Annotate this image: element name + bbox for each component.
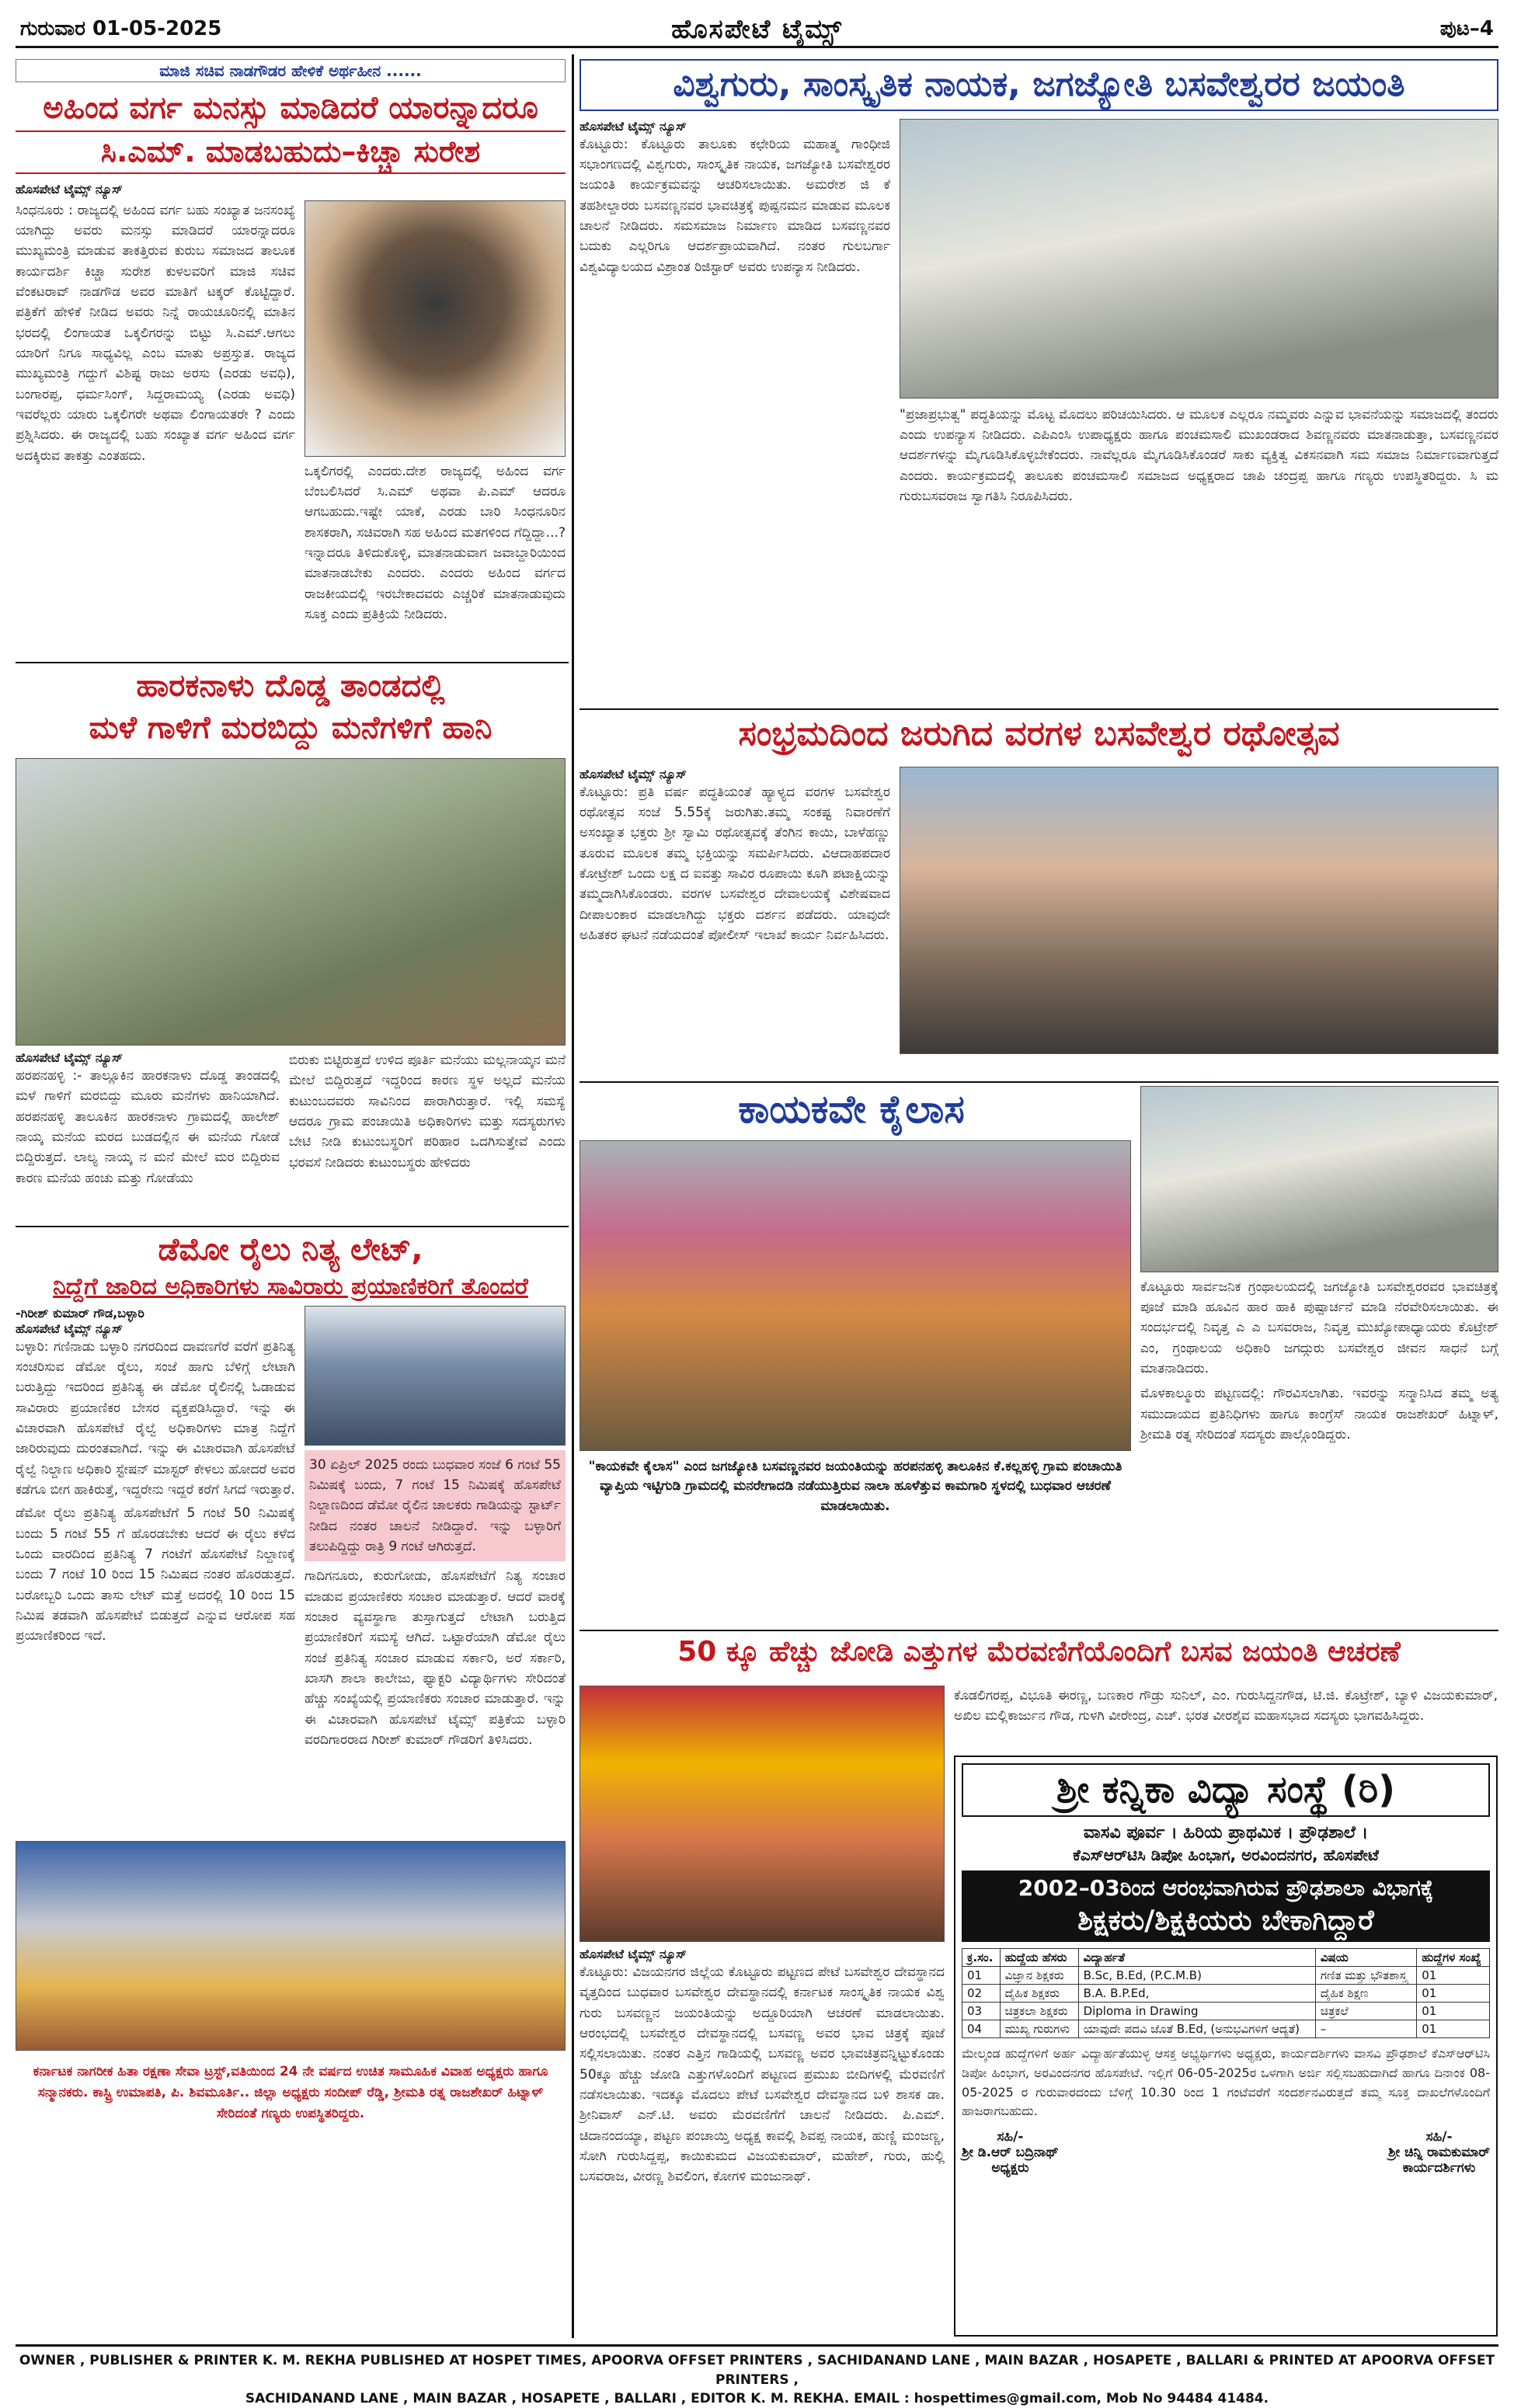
ad-note: ಮೇಲ್ಕಂಡ ಹುದ್ದೆಗಳಿಗೆ ಅರ್ಹ ವಿದ್ಯಾರ್ಹತೆಯುಳ್ಳ ಆಸಕ್ತ ಅಭ್ಯರ್ಥಿಗಳು ಅಧ್ಯಕ್ಷರು, ಕಾರ್ಯದರ್ಶಿಗಳು ವಾಸವಿ ಪ್ರೌಢಶಾಲೆ ಕೆಎಸ್ಆರ್‌ಟಿಸಿ ಡಿಪೋ ಹಿಂಭಾಗ, ಅರವಿಂದನಗರ ಹೊಸಪೇಟೆ. ಇಲ್ಲಿಗೆ 06-05-2025ರ ಒಳಗಾಗಿ ಅರ್ಜಿ ಸಲ್ಲಿಸಬಹುದಾಗಿದೆ ಹಾಗೂ ದಿನಾಂಕ 08-05-2025 ರ ಗುರುವಾರದಂದು ಬೆಳಿಗ್ಗೆ 10.30 ರಿಂದ 1 ಗಂಟೆವರೆಗೆ ಸಂದರ್ಶನವಿರುತ್ತದೆ ತಮ್ಮ ಸೂಕ್ತ ದಾಖಲೆಗಳೊಂದಿಗೆ ಹಾಜರಾಗಬಹುದು. bbox=[962, 2046, 1490, 2119]
story-body-cont: "ಪ್ರಜಾಪ್ರಭುತ್ವ" ಪದ್ಧತಿಯನ್ನು ಮೊಟ್ಟ ಮೊದಲು ಪರಿಚಯಿಸಿದರು. ಆ ಮೂಲಕ ಎಲ್ಲರೂ ನಮ್ಮವರು ಎನ್ನುವ ಭಾವನೆಯನ್ನು ಸಮಾಜದಲ್ಲಿ ತಂದರು ಎಂದು ಉಪನ್ಯಾಸ ನೀಡಿದರು. ಎಪಿಎಂಸಿ ಉಪಾಧ್ಯಕ್ಷರು ಹಾಗೂ ಪಂಚಮಸಾಲಿ ಮುಖಂಡರಾದ ಶಿವಣ್ಣನವರು ಮಾತನಾಡುತ್ತಾ, ಬಸವಣ್ಣನವರ ಆದರ್ಶಗಳನ್ನು ಮೈಗೂಡಿಸಿಕೊಳ್ಳಬೇಕೆಂದರು. ನಾವೆಲ್ಲರೂ ಮೈಗೂಡಿಸಿಕೊಂಡರೆ ಸಾಕು ವ್ಯಕ್ತಿತ್ವ ವಿಕಸನವಾಗಿ ಸಮ ಸಮಾಜ ನಿರ್ಮಾಣವಾಗುತ್ತದೆ ಎಂದರು. ಕಾರ್ಯಕ್ರಮದಲ್ಲಿ ತಾಲೂಕು ಪಂಚಮಸಾಲಿ ಸಮಾಜದ ಅಧ್ಯಕ್ಷರಾದ ಚಾಪಿ ಚಂದ್ರಪ್ಪ ಹಾಗೂ ಗಣ್ಯರು ಉಪಸ್ಥಿತರಿದ್ದರು. ಸಿ ಮ ಗುರುಬಸವರಾಜ ಸ್ವಾಗತಿಸಿ ನಿರೂಪಿಸಿದರು. bbox=[900, 406, 1498, 504]
footer-line-2: SACHIDANAND LANE , MAIN BAZAR , HOSAPETE , BALLARI , EDITOR K. M. REKHA. EMAIL : hospettimes@gmail.com, Mob No 94484 41484. bbox=[245, 2391, 1269, 2407]
table-header: ಹುದ್ದೆಯ ಹೆಸರು bbox=[1000, 1949, 1078, 1967]
column-divider bbox=[572, 54, 574, 2338]
vacancy-table bbox=[962, 1948, 1490, 2038]
chariot-photo bbox=[900, 767, 1498, 1054]
ad-title: ಶ್ರೀ ಕನ್ನಿಕಾ ವಿದ್ಯಾ ಸಂಸ್ಥೆ (ರಿ) bbox=[962, 1763, 1490, 1817]
story-basava-jayanti bbox=[579, 59, 1498, 704]
table-header: ವಿದ್ಯಾರ್ಹತೆ bbox=[1078, 1949, 1315, 1967]
headline-sub: ಸಿ.ಎಮ್. ಮಾಡಬಹುದು–ಕಿಚ್ಚಾ ಸುರೇಶ bbox=[16, 130, 566, 174]
headline: ಅಹಿಂದ ವರ್ಗ ಮನಸ್ಸು ಮಾಡಿದರೆ ಯಾರನ್ನಾದರೂ bbox=[43, 90, 538, 126]
headline: ಡೆಮೋ ರೈಲು ನಿತ್ಯ ಲೇಟ್, bbox=[158, 1232, 423, 1268]
table-header: ವಿಷಯ bbox=[1315, 1949, 1416, 1967]
table-header: ಹುದ್ದೆಗಳ ಸಂಖ್ಯೆ bbox=[1417, 1949, 1490, 1967]
story-body: ಬಳ್ಳಾರಿ: ಗಣಿನಾಡು ಬಳ್ಳಾರಿ ನಗರದಿಂದ ದಾವಣಗೆರೆ ವರೆಗೆ ಪ್ರತಿನಿತ್ಯ ಸಂಚರಿಸುವ ಡೆಮೋ ರೈಲು, ಸಂಜೆ ಹಾಗು ಬೆಳಿಗ್ಗೆ ಲೇಟಾಗಿ ಬರುತ್ತಿದ್ದು ಇದರಿಂದ ಪ್ರತಿನಿತ್ಯ ಈ ಡೆಮೋ ರೈಲಿನಲ್ಲಿ ಓಡಾಡುವ ಸಾವಿರಾರು ಪ್ರಯಾಣಿಕರ ಬೇಸರ ವ್ಯಕ್ತಪಡಿಸಿದ್ದಾರೆ. ಇನ್ನು ಈ ವಿಚಾರವಾಗಿ ಹೊಸಪೇಟೆ ರೈಲ್ವೆ ಅಧಿಕಾರಿಗಳು ಮಾತ್ರ ನಿದ್ದೆಗೆ ಜಾರಿರುವುದು ದುರಂತವಾಗಿದೆ. ಇನ್ನು ಈ ವಿಚಾರವಾಗಿ ಹೊಸಪೇಟೆ ರೈಲ್ವೆ ನಿಲ್ದಾಣ ಅಧಿಕಾರಿ ಸ್ಟೇಷನ್ ಮಾಸ್ಟರ್ ಕೇಳಲು ಹೋದರೆ ಅವರ ಕಡೆಗೂ ಬೀಗ ಹಾಕಿರುತ್ತೆ, ಇದ್ದರೇನು ಇದ್ದರೆ ಕರೆಗೆ ಸಿಗದೆ ಇರುತ್ತಾರೆ. bbox=[16, 1338, 295, 1498]
story-body: ಕೊಟ್ಟೂರು: ಪ್ರತಿ ವರ್ಷ ಪದ್ಧತಿಯಂತೆ ಹ್ಯಾಳ್ಯದ ವರಗಳ ಬಸವೇಶ್ವರ ರಥೋತ್ಸವ ಸಂಜೆ 5.55ಕ್ಕೆ ಜರುಗಿತು.ತಮ್ಮ ಸಂಕಷ್ಟ ನಿವಾರಣೆಗೆ ಅಸಂಖ್ಯಾತ ಭಕ್ತರು ಶ್ರೀ ಸ್ವಾಮಿ ರಥೋತ್ಸವಕ್ಕೆ ತೆಂಗಿನ ಕಾಯಿ, ಬಾಳೆಹಣ್ಣು ತೂರುವ ಮೂಲಕ ತಮ್ಮ ಭಕ್ತಿಯನ್ನು ಸಮರ್ಪಿಸಿದರು. ವಿಆದಾಹಪದಾರ ಕೋಟ್ರೇಶ್ ಒಂದು ಲಕ್ಷ ದ ಐವತ್ತು ಸಾವಿರ ರೂಪಾಯಿ ಕೂಗಿ ಪಟಾಕ್ಷಿಯನ್ನು ತಮ್ಮದಾಗಿಸಿಕೊಂಡರು. ವರಗಳ ಬಸವೇಶ್ವರ ದೇವಾಲಯಕ್ಕೆ ವಿಶೇಷವಾದ ದೀಪಾಲಂಕಾರ ಮಾಡಲಾಗಿದ್ದು ಭಕ್ತರು ದರ್ಶನ ಪಡೆದರು. ಯಾವುದೇ ಅಹಿತಕರ ಘಟನೆ ನಡೆಯದಂತೆ ಪೋಲೀಸ್ ಇಲಾಖೆ ಕಾರ್ಯ ನಿರ್ವಹಿಸಿದರು. bbox=[579, 784, 890, 943]
table-cell: 01 bbox=[1417, 1967, 1490, 1985]
story-body: ಕೊಟ್ಟೂರು: ವಿಜಯನಗರ ಜಿಲ್ಲೆಯ ಕೊಟ್ಟೂರು ಪಟ್ಟಣದ ಪೇಟೆ ಬಸವೇಶ್ವರ ದೇವಸ್ಥಾನದ ವೃತ್ತದಿಂದ ಬುಧವಾರ ಬಸವೇಶ್ವರ ದೇವಸ್ಥಾನದಲ್ಲಿ ಕರ್ನಾಟಕ ಸಾಂಸ್ಕೃತಿಕ ನಾಯಕ ವಿಶ್ವ ಗುರು ಬಸವಣ್ಣನ ಜಯಂತಿಯನ್ನು ಅದ್ದೂರಿಯಾಗಿ ಆಚರಣೆ ಮಾಡಲಾಯಿತು. ಆರಂಭದಲ್ಲಿ ಬಸವೇಶ್ವರ ದೇವಸ್ಥಾನದಲ್ಲಿ ಬಸವಣ್ಣ ಅವರ ಭಾವ ಚಿತ್ರಕ್ಕೆ ಪೂಜೆ ಸಲ್ಲಿಸಲಾಯಿತು. ನಂತರ ಎತ್ತಿನ ಗಾಡಿಯಲ್ಲಿ ಬಸವಣ್ಣ ಅವರ ಭಾವಚಿತ್ರವನ್ನಿಟ್ಟುಕೊಂಡು 50ಕ್ಕೂ ಹೆಚ್ಚು ಜೋಡಿ ಎತ್ತುಗಳೊಂದಿಗೆ ಪಟ್ಟಣದ ಪ್ರಮುಖ ಬೀದಿಗಳಲ್ಲಿ ಮೆರವಣಿಗೆ ನಡೆಸಲಾಯಿತು. ಇದಕ್ಕೂ ಮೊದಲು ಪೇಟೆ ಬಸವೇಶ್ವರ ದೇವಸ್ಥಾನದ ಬಳಿ ಶಾಸಕ ಡಾ. ಶ್ರೀನಿವಾಸ್ ಎನ್.ಟಿ. ಅವರು ಮೆರವಣಿಗೆಗೆ ಚಾಲನೆ ನೀಡಿದರು. ಪಿ.ಎಮ್. ಚಿದಾನಂದಯ್ಯಾ, ಪಟ್ಟಣ ಪಂಚಾಯ್ತಿ ಅಧ್ಯಕ್ಷ ಕಾವಲ್ಲಿ ಶಿವಪ್ಪ ನಾಯಕ, ಹುಣ್ಣಿ ಮಂಜಣ್ಣ, ಸೋಗಿ ಗುರುಸಿದ್ದಪ್ಪ, ಕಾಯಿಕುಮದ ವಿಜಯಕುಮಾರ್, ಮಹೇಶ್, ಗುರು, ಹುಲ್ಲಿ ಬಸವರಾಜ, ವೀರಣ್ಣ ಶಿವಲಿಂಗ, ಕೋಗಳಿ ಮಂಜುನಾಥ್. bbox=[579, 1964, 945, 2185]
portrait-photo bbox=[305, 200, 566, 457]
signature-role: ಸಹಿ/- bbox=[997, 2129, 1024, 2145]
signature-left bbox=[962, 2129, 1059, 2176]
story-body: ಕೊಟ್ಟೂರು: ಕೊಟ್ಟೂರು ತಾಲೂಕು ಕಛೇರಿಯ ಮಹಾತ್ಮ ಗಾಂಧೀಜಿ ಸಭಾಂಗಣದಲ್ಲಿ ವಿಶ್ವಗುರು, ಸಾಂಸ್ಕೃತಿಕ ನಾಯಕ, ಜಗಜ್ಯೋತಿ ಬಸವೇಶ್ವರರ ಜಯಂತಿ ಕಾರ್ಯಕ್ರಮವನ್ನು ಆಚರಿಸಲಾಯಿತು. ಅಮರೇಶ ಜಿ ಕೆ ತಹಶೀಲ್ದಾರರು ಬಸವಣ್ಣನವರ ಭಾವಚಿತ್ರಕ್ಕೆ ಪುಷ್ಪನಮನ ಮಾಡುವ ಮೂಲಕ ಚಾಲನೆ ನೀಡಿದರು. ಸಮಸಮಾಜ ನಿರ್ಮಾಣ ಮಾಡಿದ ಬಸವಣ್ಣನವರ ಬದುಕು ಎಲ್ಲರಿಗೂ ಆದರ್ಶಪ್ರಾಯವಾಗಿದೆ. ನಂತರ ಗುಲಬರ್ಗಾ ವಿಶ್ವವಿದ್ಯಾಲಯದ ವಿಶ್ರಾಂತ ರಿಜಿಸ್ಟಾರ್ ಅವರು ಉಪನ್ಯಾಸ ನೀಡಿದರು. bbox=[579, 136, 890, 275]
signature-right bbox=[1388, 2129, 1490, 2176]
bullock-procession-photo bbox=[579, 1686, 945, 1942]
divider bbox=[16, 1226, 569, 1227]
table-cell: 01 bbox=[1417, 2003, 1490, 2020]
story-body-cont: ಒಕ್ಕಲಿಗರಲ್ಲಿ ಎಂದರು.ದೇಶ ರಾಜ್ಯದಲ್ಲಿ ಅಹಿಂದ ವರ್ಗ ಬೆಂಬಲಿಸಿದರೆ ಸಿ.ಎಮ್ ಅಥವಾ ಪಿ.ಎಮ್ ಆದರೂ ಆಗಬಹುದು.ಇಷ್ಟೇ ಯಾಕೆ, ಎರಡು ಬಾರಿ ಸಿಂಧನೂರಿನ ಶಾಸಕರಾಗಿ, ಸಚಿವರಾಗಿ ಸಹ ಅಹಿಂದ ಮತಗಳಿಂದ ಗೆದ್ದಿದ್ದಾ...? ಇನ್ನಾದರೂ ತಿಳಿದುಕೊಳ್ಳಿ, ಮಾತನಾಡುವಾಗ ಜವಾಬ್ದಾರಿಯಿಂದ ಮಾತನಾಡಬೇಕು ಎಂದರು. ಎಂದರು ಅಹಿಂದ ವರ್ಗದ ರಾಜಕೀಯದಲ್ಲಿ ಇರಬೇಕಾದವರು ಎಚ್ಚರಿಕೆ ಮಾತನಾಡುವುದು ಸೂಕ್ತ ಎಂದು ಪ್ರತಿಕ್ರಿಯೆ ನೀಡಿದರು. bbox=[305, 463, 566, 623]
table-cell: – bbox=[1315, 2020, 1416, 2038]
page-header bbox=[16, 14, 1498, 48]
table-cell: 04 bbox=[962, 2020, 1001, 2038]
table-cell: ಚಿತ್ರಕಲಾ ಶಿಕ್ಷಕರು bbox=[1000, 2003, 1078, 2020]
table-row bbox=[962, 2003, 1490, 2020]
table-cell: 02 bbox=[962, 1985, 1001, 2003]
divider bbox=[579, 708, 1498, 710]
table-cell: B.A. B.P.Ed, bbox=[1078, 1985, 1315, 2003]
byline: ಹೊಸಪೇಟೆ ಟೈಮ್ಸ್ ನ್ಯೂಸ್ bbox=[579, 118, 687, 134]
ad-line2: ಕೆಎಸ್ಆರ್‌ಟಿಸಿ ಡಿಪೋ ಹಿಂಭಾಗ, ಅರವಿಂದನಗರ, ಹೊಸಪೇಟೆ bbox=[1073, 1846, 1379, 1864]
photo-caption: "ಕಾಯಕವೇ ಕೈಲಾಸ" ಎಂದ ಜಗಜ್ಯೋತಿ ಬಸವಣ್ಣನವರ ಜಯಂತಿಯನ್ನು ಹರಪನಹಳ್ಳಿ ತಾಲೂಕಿನ ಕೆ.ಕಲ್ಲಹಳ್ಳಿ ಗ್ರಾಮ ಪಂಚಾಯಿತಿ ವ್ಯಾಪ್ತಿಯ ಇಟ್ಟಿಗುಡಿ ಗ್ರಾಮದಲ್ಲಿ ಮನರೇಗಾದಡಿ ನಡೆಯುತ್ತಿರುವ ನಾಲಾ ಹೂಳೆತ್ತುವ ಕಾಮಗಾರಿ ಸ್ಥಳದಲ್ಲಿ ಬುಧವಾರ ಆಚರಣೆ ಮಾಡಲಾಯಿತು. bbox=[588, 1458, 1122, 1514]
table-row bbox=[962, 2020, 1490, 2038]
ad-signatures bbox=[962, 2129, 1490, 2176]
table-cell: 01 bbox=[1417, 2020, 1490, 2038]
story-bullock-top: ಕೊಡಲಿಗರಪ್ಪ, ವಿಭೂತಿ ಈರಣ್ಣ, ಬಣಕಾರ ಗೌಡ್ರು ಸುನಿಲ್, ಎಂ. ಗುರುಸಿದ್ದನಗೌಡ, ಟಿ.ಜಿ. ಕೊಟ್ರೇಶ್, ಬ್ಯಾಳಿ ವಿಜಯಕುಮಾರ್, ಅಖಿಲ ಮಲ್ಲಿಕಾರ್ಜುನ ಗೌಡ, ಗುಳಗಿ ವೀರೇಂದ್ರ, ಎಚ್. ಭರತ ವೀರಶೈವ ಮಹಾಸಭಾದ ಸದಸ್ಯರು ಭಾಗವಹಿಸಿದ್ದರು. bbox=[954, 1688, 1498, 1724]
headline: ಸಂಭ್ರಮದಿಂದ ಜರುಗಿದ ವರಗಳ ಬಸವೇಶ್ವರ ರಥೋತ್ಸವ bbox=[738, 714, 1340, 753]
byline: ಹೊಸಪೇಟೆ ಟೈಮ್ಸ್ ನ್ಯೂಸ್ bbox=[16, 1321, 123, 1336]
story-body: ಹರಪನಹಳ್ಳಿ :- ತಾಲ್ಲೂಕಿನ ಹಾರಕನಾಳು ದೊಡ್ಡ ತಾಂಡದಲ್ಲಿ ಮಳೆ ಗಾಳಿಗೆ ಮರಬಿದ್ದು ಮೂರು ಮನೆಗಳು ಹಾನಿಯಾಗಿದೆ. ಹರಪನಹಳ್ಳಿ ತಾಲೂಕಿನ ಹಾರಕನಾಳು ಗ್ರಾಮದಲ್ಲಿ ಹಾಲೇಶ್ ನಾಯ್ಕ ಮನೆಯ ಮರದ ಬುಡದಲ್ಲಿನ ಈ ಮನೆಯ ಗೋಡೆ ಬಿದ್ದಿರುತ್ತದೆ. ಲಾಲ್ಯ ನಾಯ್ಕ ನ ಮನೆ ಮೇಲೆ ಮರ ಬಿದ್ದಿರುವ ಕಾರಣ ಮನೆಯ ಹಂಚು ಮತ್ತು ಗೋಡೆಯು bbox=[16, 1068, 280, 1186]
tree-fall-photo bbox=[16, 758, 566, 1046]
headline-sub: ನಿದ್ದೆಗೆ ಜಾರಿದ ಅಧಿಕಾರಿಗಳು ಸಾವಿರಾರು ಪ್ರಯಾಣಿಕರಿಗೆ ತೊಂದರೆ bbox=[53, 1273, 528, 1300]
story-bullock-procession-body bbox=[579, 1686, 945, 2338]
table-row bbox=[962, 1967, 1490, 1985]
byline: ಹೊಸಪೇಟೆ ಟೈಮ್ಸ್ ನ್ಯೂಸ್ bbox=[16, 181, 123, 197]
masthead: ಹೊಸಪೇಟೆ ಟೈಮ್ಸ್ bbox=[671, 14, 843, 45]
signature-name: ಶ್ರೀ ಡಿ.ಆರ್ ಬದ್ರಿನಾಥ್ bbox=[962, 2145, 1059, 2161]
signature-title: ಅಧ್ಯಕ್ಷರು bbox=[991, 2160, 1029, 2177]
byline: ಹೊಸಪೇಟೆ ಟೈಮ್ಸ್ ನ್ಯೂಸ್ bbox=[16, 1050, 123, 1065]
story-body-cont: ಬಿರುಕು ಬಿಟ್ಟಿರುತ್ತದೆ ಉಳಿದ ಪೂರ್ತಿ ಮನೆಯು ಮಲ್ಲನಾಯ್ಕನ ಮನೆ ಮೇಲೆ ಬಿದ್ದಿರುತ್ತದೆ ಇದ್ದರಿಂದ ಕಾರಣ ಸ್ಥಳ ಅಲ್ಲದೆ ಮನೆಯ ಕುಟುಂಬದವರು ಸಾವಿನಿಂದ ಪಾರಾಗಿರುತ್ತಾರೆ. ಇಲ್ಲಿ ಸಮಸ್ಯೆ ಆದರೂ ಗ್ರಾಮ ಪಂಚಾಯಿತಿ ಅಧಿಕಾರಿಗಳು ಮತ್ತು ಸದಸ್ಯರುಗಳು ಬೇಟಿ ನೀಡಿ ಕುಟುಂಬಸ್ಥರಿಗೆ ಪರಿಹಾರ ಒದಗಿಸುತ್ತೇವೆ ಎಂದು ಭರವಸೆ ನೀಡಿದರು ಕುಟುಂಬಸ್ಥರು ಹೇಳಿದರು bbox=[289, 1053, 566, 1171]
mass-wedding-photo bbox=[16, 1841, 566, 2051]
story-harakanalu bbox=[16, 668, 566, 1227]
side-body-2: ಮೊಳಕಾಲ್ಮೂರು ಪಟ್ಟಣದಲ್ಲಿ: ಗೌರವಿಸಲಾಗಿತು. ಇವರನ್ನು ಸನ್ಮಾನಿಸಿದ ತಮ್ಮ ಅತ್ಯ ಸಮುದಾಯದ ಪ್ರತಿನಿಧಿಗಳು ಹಾಗೂ ಕಾಂಗ್ರೆಸ್ ನಾಯಕ ರಾಜಶೇಖರ್ ಹಿಟ್ನಾಳ್, ಶ್ರೀಮತಿ ರತ್ನ ಸೇರಿದಂತೆ ಸದಸ್ಯರು ಪಾಲ್ಗೊಂಡಿದ್ದರು. bbox=[1140, 1386, 1498, 1442]
table-cell: ದೈಹಿಕ ಶಿಕ್ಷಕರು bbox=[1000, 1985, 1078, 2003]
byline: ಹೊಸಪೇಟೆ ಟೈಮ್ಸ್ ನ್ಯೂಸ್ bbox=[579, 1947, 687, 1961]
footer-line-1: OWNER , PUBLISHER & PRINTER K. M. REKHA PUBLISHED AT HOSPET TIMES, APOORVA OFFSET PRINTERS , SACHIDANAND LANE , MAIN BAZAR , HOSAPETE , BALLARI & PRINTED AT APOORVA OFFSET PRINTERS , bbox=[19, 2353, 1495, 2388]
page-footer bbox=[16, 2344, 1498, 2407]
table-header: ಕ್ರ.ಸಂ. bbox=[962, 1949, 1001, 1967]
table-cell: ಗಣಿತ ಮತ್ತು ಭೌತಶಾಸ್ತ್ರ bbox=[1315, 1967, 1416, 1985]
table-cell: ಚಿತ್ರಕಲೆ bbox=[1315, 2003, 1416, 2020]
ad-banner-2: ಶಿಕ್ಷಕರು/ಶಿಕ್ಷಕಿಯರು ಬೇಕಾಗಿದ್ದಾರೆ bbox=[1077, 1905, 1374, 1936]
divider bbox=[579, 1081, 1498, 1083]
byline: ಹೊಸಪೇಟೆ ಟೈಮ್ಸ್ ನ್ಯೂಸ್ bbox=[579, 766, 687, 781]
headline-sub: ಮಳೆ ಗಾಳಿಗೆ ಮರಬಿದ್ದು ಮನೆಗಳಿಗೆ ಹಾನಿ bbox=[89, 710, 492, 746]
table-cell: 03 bbox=[962, 2003, 1001, 2020]
jayanti-event-photo bbox=[900, 119, 1498, 398]
photo-caption: ಕರ್ನಾಟಕ ನಾಗರೀಕ ಹಿತಾ ರಕ್ಷಣಾ ಸೇವಾ ಟ್ರಸ್ಟ್,ವತಿಯಿಂದ 24 ನೇ ವರ್ಷದ ಉಚಿತ ಸಾಮೂಹಿಕ ವಿವಾಹ ಅಧ್ಯಕ್ಷರು ಹಾಗೂ ಸನ್ಮಾನಕರು. ಕಾಸ್ಟ್ರಿ ಉಮಾಪತಿ, ಪಿ. ಶಿವಮೂರ್ತಿ.. ಜಿಲ್ಲಾ ಅಧ್ಯಕ್ಷರು ಸಂದೀಪ್ ರೆಡ್ಡಿ, ಶ್ರೀಮತಿ ರತ್ನ ರಾಜಶೇಖರ್ ಹಿಟ್ನಾಳ್ ಸೇರಿದಂತೆ ಗಣ್ಯರು ಉಪಸ್ಥಿತರಿದ್ದರು. bbox=[33, 2064, 548, 2122]
side-body: ಕೊಟ್ಟೂರು ಸಾರ್ವಜನಿಕ ಗ್ರಂಥಾಲಯದಲ್ಲಿ ಜಗಜ್ಯೋತಿ ಬಸವೇಶ್ವರರವರ ಭಾವಚಿತ್ರಕ್ಕೆ ಪೂಜೆ ಮಾಡಿ ಹೂವಿನ ಹಾರ ಹಾಕಿ ಪುಷ್ಪಾರ್ಚನೆ ಮಾಡಿ ನೆರವೇರಿಸಲಾಯಿತು. ಈ ಸಂದರ್ಭದಲ್ಲಿ ನಿವೃತ್ತ ಎ ಎ ಬಸವರಾಜ, ನಿವೃತ್ತ ಮುಖ್ಯೋಪಾಧ್ಯಾಯರು ಕೊಟ್ರೇಶ್ ಎಂ, ಗ್ರಂಥಾಲಯ ಅಧಿಕಾರಿ ಜಗದ್ಗುರು ಬಸವೇಶ್ವರ ಜೀವನ ಸಾಧನೆ ಬಗ್ಗೆ ಮಾತನಾಡಿದರು. bbox=[1140, 1279, 1498, 1376]
headline: ವಿಶ್ವಗುರು, ಸಾಂಸ್ಕೃತಿಕ ನಾಯಕ, ಜಗಜ್ಯೋತಿ ಬಸವೇಶ್ವರರ ಜಯಂತಿ bbox=[579, 59, 1498, 111]
issue-date: ಗುರುವಾರ 01-05-2025 bbox=[20, 17, 222, 40]
table-cell: ವಿಜ್ಞಾನ ಶಿಕ್ಷಕರು bbox=[1000, 1967, 1078, 1985]
headline: ಹಾರಕನಾಳು ದೊಡ್ಡ ತಾಂಡದಲ್ಲಿ bbox=[136, 668, 445, 704]
story-demo-train bbox=[16, 1232, 566, 1748]
story-mass-wedding bbox=[16, 1841, 566, 2338]
story-bullock-procession bbox=[579, 1636, 1498, 1682]
highlight-box: 30 ಏಪ್ರಿಲ್ 2025 ರಂದು ಬುಧವಾರ ಸಂಜೆ 6 ಗಂಟೆ 55 ನಿಮಿಷಕ್ಕೆ ಬಂದು, 7 ಗಂಟೆ 15 ನಿಮಿಷಕ್ಕೆ ಹೊಸಪೇಟೆ ನಿಲ್ದಾಣದಿಂದ ಡೆಮೋ ರೈಲಿನ ಚಾಲಕರು ಗಾಡಿಯನ್ನು ಸ್ಟಾರ್ಟ್ ನೀಡಿದ ನಂತರ ಚಾಲನೆ ನೀಡಿದ್ದಾರೆ. ಇನ್ನು ಬಳ್ಳಾರಿಗೆ ತಲುಪಿದ್ದಿದ್ದು ರಾತ್ರಿ 9 ಗಂಟೆ ಆಗಿರುತ್ತದೆ. bbox=[305, 1450, 566, 1562]
table-cell: 01 bbox=[962, 1967, 1001, 1985]
school-advertisement bbox=[954, 1756, 1498, 2337]
story-rathotsava bbox=[579, 715, 1498, 1080]
table-cell: ಯಾವುದೇ ಪದವಿ ಜೊತೆ B.Ed, (ಅನುಭವಿಗಳಿಗೆ ಆದ್ಯತೆ) bbox=[1078, 2020, 1315, 2038]
divider bbox=[579, 1630, 1498, 1631]
signature-name: ಶ್ರೀ ಚಿನ್ನಿ ರಾಮಕುಮಾರ್ bbox=[1388, 2145, 1490, 2161]
ad-banner-1: 2002–03ರಿಂದ ಆರಂಭವಾಗಿರುವ ಪ್ರೌಢಶಾಲಾ ವಿಭಾಗಕ್ಕೆ bbox=[1018, 1875, 1434, 1901]
table-row bbox=[962, 1985, 1490, 2003]
story-body: ಸಿಂಧನೂರು : ರಾಜ್ಯದಲ್ಲಿ ಅಹಿಂದ ವರ್ಗ ಬಹು ಸಂಖ್ಯಾತ ಜನಸಂಖ್ಯೆ ಯಾಗಿದ್ದು ಅವರು ಮನಸ್ಸು ಮಾಡಿದರೆ ಯಾರನ್ನಾದರೂ ಮುಖ್ಯಮಂತ್ರಿ ಮಾಡುವ ತಾಕತ್ತಿರುವ ಕುರುಬ ಸಮಾಜದ ತಾಲೂಕ ಕಾರ್ಯದರ್ಶಿ ಕಿಚ್ಚಾ ಸುರೇಶ ಕುಳಲವರಿಗೆ ಮಾಜಿ ಸಚಿವ ವೆಂಕಟರಾವ್ ನಾಡಗೌಡ ಅವರ ಮಾತಿಗೆ ಟಕ್ಕರ್ ಕೊಟ್ಟಿದ್ದಾರೆ. ಪತ್ರಿಕೆಗೆ ಹೇಳಿಕೆ ನೀಡಿದ ಅವರು ನಿನ್ನೆ ರಾಯಚೂರಿನಲ್ಲಿ ಮಾತಿನ ಭರದಲ್ಲಿ ಲಿಂಗಾಯತ ಒಕ್ಕಲಿಗರನ್ನು ಬಿಟ್ಟು ಸಿ.ಎಮ್.ಆಗಲು ಯಾರಿಗೆ ನಿಗೂ ಸಾಧ್ಯವಿಲ್ಲ ಎಂಬ ಮಾತು ಅಪ್ರಸ್ತುತ. ರಾಜ್ಯದ ಮುಖ್ಯಮಂತ್ರಿ ಗದ್ದುಗೆ ವಿಶಿಷ್ಟ ರಾಜು ಅರಸು (ಎರಡು ಅವಧಿ), ಬಂಗಾರಪ್ಪ, ಧರ್ಮಸಿಂಗ್, ಸಿದ್ದರಾಮಯ್ಯ (ಎರಡು ಅವಧಿ) ಇವರೆಲ್ಲರು ಯಾರು ಒಕ್ಕಲಿಗರೇ ಅಥವಾ ಲಿಂಗಾಯತರೇ ? ಎಂದು ಪ್ರಶ್ನಿಸಿದರು. ಈ ರಾಜ್ಯದಲ್ಲಿ ಬಹು ಸಂಖ್ಯಾತ ವರ್ಗ ಅಹಿಂದ ವರ್ಗ ಅದಕ್ಕಿರುವ ತಾಕತ್ತು ಎಂತಹದು. bbox=[16, 202, 295, 464]
divider bbox=[16, 662, 569, 663]
table-cell: 01 bbox=[1417, 1985, 1490, 2003]
author: -ಗಿರೀಶ್ ಕುಮಾರ್ ಗೌಡ,ಬಳ್ಳಾರಿ bbox=[16, 1305, 144, 1321]
table-cell: B.Sc, B.Ed, (P.C.M.B) bbox=[1078, 1967, 1315, 1985]
headline: 50 ಕ್ಕೂ ಹೆಚ್ಚು ಜೋಡಿ ಎತ್ತುಗಳ ಮೆರವಣಿಗೆಯೊಂದಿಗೆ ಬಸವ ಜಯಂತಿ ಆಚರಣೆ bbox=[677, 1636, 1401, 1668]
story-ahinda bbox=[16, 59, 566, 657]
headline: ಕಾಯಕವೇ ಕೈಲಾಸ bbox=[738, 1087, 965, 1132]
story-body-3: ಗಾದಿಗನೂರು, ಕುರುಗೋಡು, ಹೊಸಪೇಟೆಗೆ ನಿತ್ಯ ಸಂಚಾರ ಮಾಡುವ ಪ್ರಯಾಣಿಕರು ಸಂಚಾರ ಮಾಡುತ್ತಾರೆ. ಆದರೆ ವಾರಕ್ಕೆ ಸಂಚಾರ ವ್ಯವಸ್ಥಾಗಾ ತುಸ್ತಾಗುತ್ತದೆ ಲೇಟಾಗಿ ಬರುತ್ತಿದ ಪ್ರಯಾಣಿಕರಿಗೆ ಸಮಸ್ಯೆ ಆಗಿದೆ. ಒಟ್ಟಾರೆಯಾಗಿ ಡೆಮೋ ರೈಲು ಸಂಜೆ ಪ್ರತಿನಿತ್ಯ ಸಂಚಾರ ಮಾಡುವ ಸರ್ಕಾರಿ, ಅರೆ ಸರ್ಕಾರಿ, ಖಾಸಗಿ ಶಾಲಾ ಕಾಲೇಜು, ಫ್ಯಾಕ್ಟರಿ ವಿದ್ಯಾರ್ಥಿಗಳು ಸೇರಿದಂತೆ ಹೆಚ್ಚು ಸಂಖ್ಯೆಯಲ್ಲಿ ಪ್ರಯಾಣಿಕರು ಸಂಚಾರ ಮಾಡುತ್ತಾರೆ. ಇನ್ನು ಈ ವಿಚಾರವಾಗಿ ಹೊಸಪೇಟೆ ಟೈಮ್ಸ್ ಪತ್ರಿಕೆಯ ಬಳ್ಳಾರಿ ವರದಿಗಾರರಾದ ಗಿರೀಶ್ ಕುಮಾರ್ ಗೌಡರಿಗೆ ತಿಳಿಸಿದರು. bbox=[305, 1568, 566, 1748]
ad-line1: ವಾಸವಿ ಪೂರ್ವ । ಹಿರಿಯ ಪ್ರಾಥಮಿಕ । ಪ್ರೌಢಶಾಲೆ । bbox=[1083, 1823, 1369, 1843]
table-cell: ಮುಖ್ಯ ಗುರುಗಳು bbox=[1000, 2020, 1078, 2038]
ad-banner bbox=[962, 1870, 1490, 1942]
library-photo bbox=[1140, 1086, 1498, 1272]
story-kayakave-kailasa bbox=[579, 1087, 1498, 1631]
table-cell: ದೈಹಿಕ ಶಿಕ್ಷಣ bbox=[1315, 1985, 1416, 2003]
kayakave-photo bbox=[579, 1140, 1131, 1451]
page-number: ಪುಟ–4 bbox=[1439, 17, 1494, 40]
signature-title: ಕಾರ್ಯದರ್ಶಿಗಳು bbox=[1402, 2160, 1476, 2177]
story-kicker: ಮಾಜಿ ಸಚಿವ ನಾಡಗೌಡರ ಹೇಳಿಕೆ ಅರ್ಥಹೀನ ...... bbox=[16, 59, 566, 82]
train-photo bbox=[305, 1306, 566, 1446]
table-cell: Diploma in Drawing bbox=[1078, 2003, 1315, 2020]
signature-role: ಸಹಿ/- bbox=[1425, 2129, 1453, 2145]
story-body-2: ಡೆಮೋ ರೈಲು ಪ್ರತಿನಿತ್ಯ ಹೊಸಪೇಟೆಗೆ 5 ಗಂಟೆ 50 ನಿಮಿಷಕ್ಕೆ ಬಂದು 5 ಗಂಟೆ 55 ಗೆ ಹೊರಡಬೇಕು ಆದರೆ ಈ ರೈಲು ಕಳೆದ ಒಂದು ವಾರದಿಂದ ಪ್ರತಿನಿತ್ಯ 7 ಗಂಟೆಗೆ ಹೊಸಪೇಟೆ ನಿಲ್ದಾಣಕ್ಕೆ ಬಂದು 7 ಗಂಟೆ 10 ರಿಂದ 15 ನಿಮಿಷದ ನಂತರ ಹೊರಡುತ್ತದೆ. ಬರೋಬ್ಬರಿ ಒಂದು ತಾಸು ಲೇಟ್ ಮತ್ತೆ ಅದರಲ್ಲಿ 10 ರಿಂದ 15 ನಿಮಿಷ ತಡವಾಗಿ ಹೊಸಪೇಟೆ ಬಿಡುತ್ತದೆ ಎನ್ನುವ ಆರೋಪ ಸಹ ಪ್ರಯಾಣಿಕರಿಂದ ಇದೆ. bbox=[16, 1505, 295, 1644]
table-header-row bbox=[962, 1949, 1490, 1967]
